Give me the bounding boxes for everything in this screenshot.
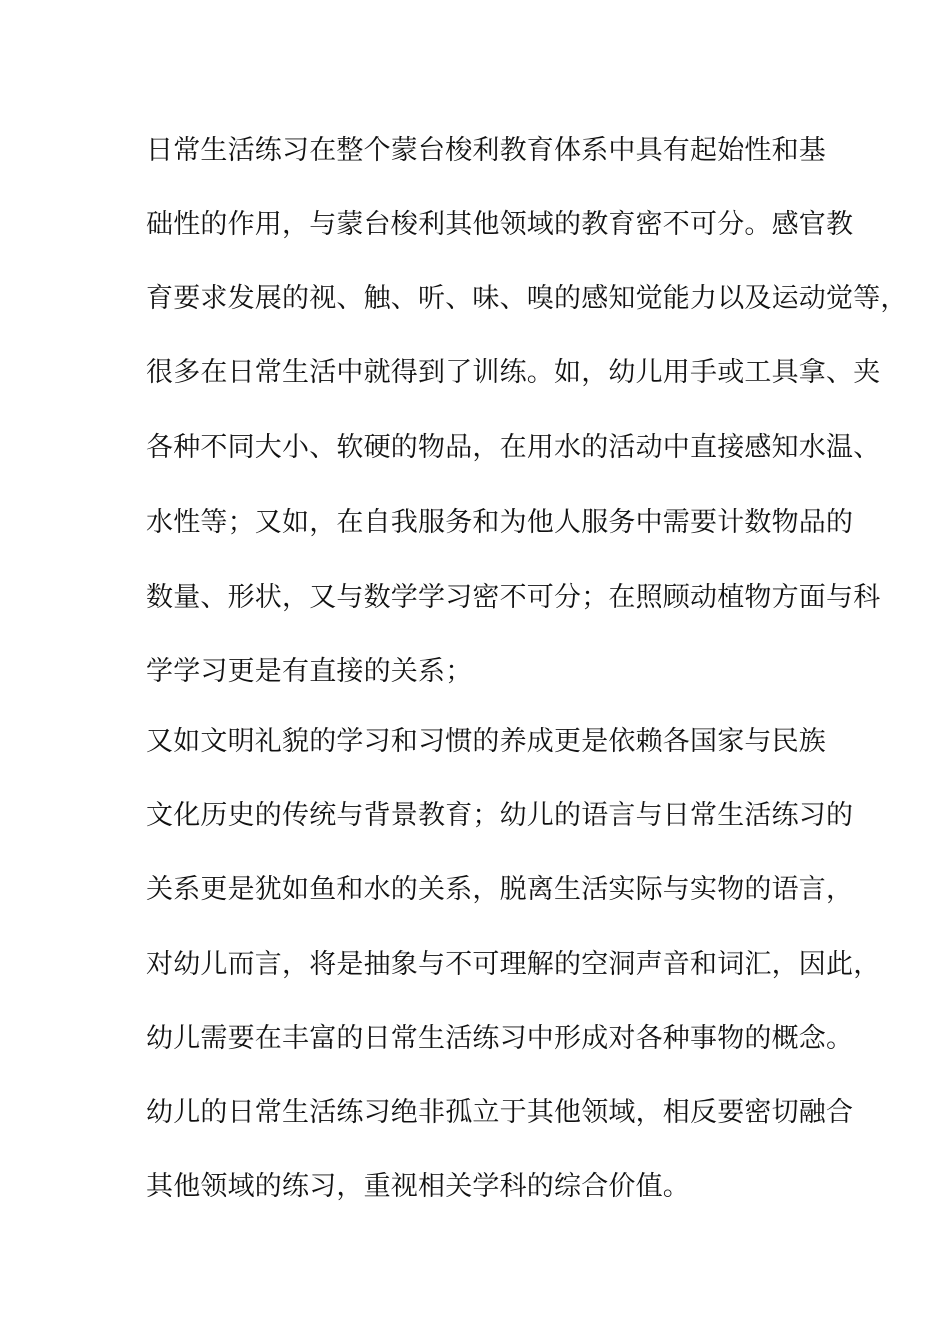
text-line: 育要求发展的视、触、听、味、嗅的感知觉能力以及运动觉等， xyxy=(146,283,908,314)
text-line: 很多在日常生活中就得到了训练。如，幼儿用手或工具拿、夹 xyxy=(146,357,881,388)
text-line: 础性的作用，与蒙台梭利其他领域的教育密不可分。感官教 xyxy=(146,209,854,240)
text-line: 各种不同大小、软硬的物品，在用水的活动中直接感知水温、 xyxy=(146,432,881,463)
text-line: 日常生活练习在整个蒙台梭利教育体系中具有起始性和基 xyxy=(146,135,826,166)
text-line: 幼儿的日常生活练习绝非孤立于其他领域，相反要密切融合 xyxy=(146,1097,854,1128)
text-line: 关系更是犹如鱼和水的关系，脱离生活实际与实物的语言， xyxy=(146,874,854,905)
text-line: 又如文明礼貌的学习和习惯的养成更是依赖各国家与民族 xyxy=(146,726,826,757)
text-line: 数量、形状，又与数学学习密不可分；在照顾动植物方面与科 xyxy=(146,582,881,613)
text-line: 水性等；又如，在自我服务和为他人服务中需要计数物品的 xyxy=(146,507,854,538)
text-line: 幼儿需要在丰富的日常生活练习中形成对各种事物的概念。 xyxy=(146,1023,854,1054)
text-line: 学学习更是有直接的关系； xyxy=(146,656,473,687)
text-line: 文化历史的传统与背景教育；幼儿的语言与日常生活练习的 xyxy=(146,800,854,831)
text-line: 其他领域的练习，重视相关学科的综合价值。 xyxy=(146,1171,690,1202)
text-line: 对幼儿而言，将是抽象与不可理解的空洞声音和词汇，因此， xyxy=(146,949,881,980)
